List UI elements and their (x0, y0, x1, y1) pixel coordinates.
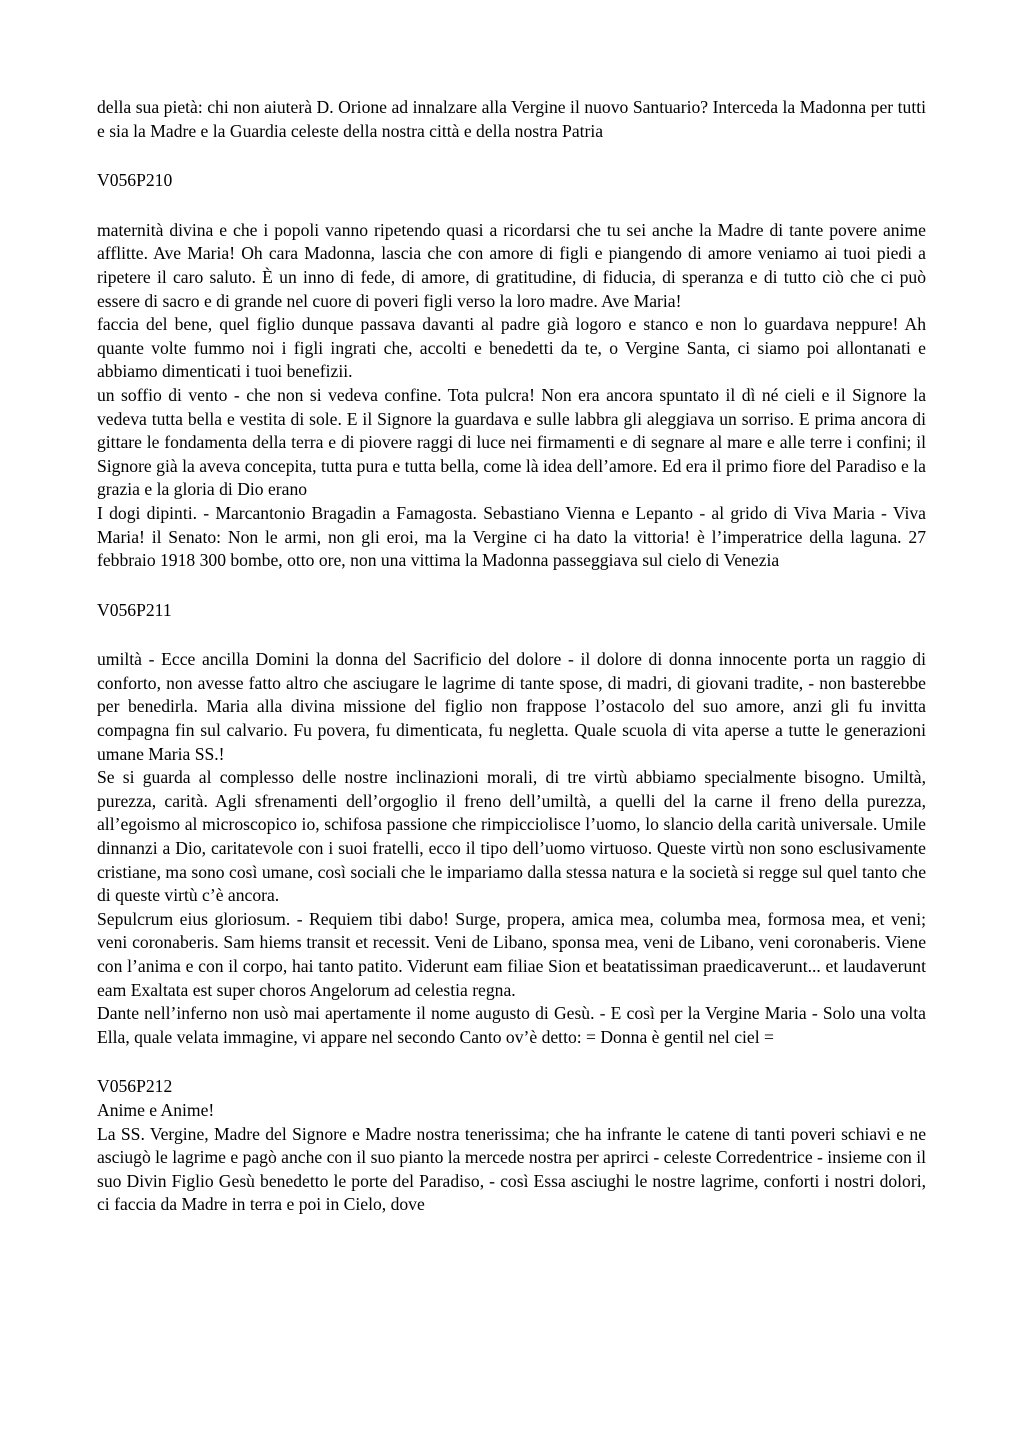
page-marker: V056P211 (97, 599, 172, 620)
paragraph: Anime e Anime! (97, 1099, 215, 1120)
paragraph: della sua pietà: chi non aiuterà D. Orione ad innalzare alla Vergine il nuovo Santuario? Interceda la Madonna per tutti e sia la Madre e la Guardia celeste della nostra città e della nostra Patria (97, 97, 926, 141)
page-marker: V056P212 (97, 1076, 173, 1097)
paragraph: Se si guarda al complesso delle nostre inclinazioni morali, di tre virtù abbiamo specialmente bisogno. Umiltà, purezza, carità. Agli sfrenamenti dell’orgoglio il freno dell’umiltà, a quelli del la carne il freno della purezza, all’egoismo al microscopico io, schifosa passione che rimpicciolisce l’uomo, lo slancio della carità universale. Umile dinnanzi a Dio, caritatevole con i suoi fratelli, ecco il tipo dell’uomo virtuoso. Queste virtù non sono esclusivamente cristiane, ma sono così umane, così sociali che le impariamo dalla stessa natura e la società si regge sul quel tanto che di queste virtù c’è ancora. (97, 767, 926, 906)
paragraph: I dogi dipinti. - Marcantonio Bragadin a Famagosta. Sebastiano Vienna e Lepanto - al grido di Viva Maria - Viva Maria! il Senato: Non le armi, non gli eroi, ma la Vergine ci ha dato la vittoria! è l’imperatrice della laguna. 27 febbraio 1918 300 bombe, otto ore, non una vittima la Madonna passeggiava sul cielo di Venezia (97, 502, 926, 571)
paragraph: umiltà - Ecce ancilla Domini la donna del Sacrificio del dolore - il dolore di donna innocente porta un raggio di conforto, non avesse fatto altro che asciugare le lagrime di tante spose, di madri, di giovani tradite, - non basterebbe per benedirla. Maria alla divina missione del figlio non frappose l’ostacolo del suo amore, anzi gli fu invitta compagna fin sul calvario. Fu povera, fu dimenticata, fu negletta. Quale scuola di vita aperse a tutte le generazioni umane Maria SS.! (97, 649, 926, 764)
page-marker: V056P210 (97, 170, 173, 191)
paragraph: faccia del bene, quel figlio dunque passava davanti al padre già logoro e stanco e non lo guardava neppure! Ah quante volte fummo noi i figli ingrati che, accolti e benedetti da te, o Vergine Santa, ci siamo poi allontanati e abbiamo dimenticati i tuoi benefizii. (97, 314, 926, 382)
paragraph: Dante nell’inferno non usò mai apertamente il nome augusto di Gesù. - E così per la Vergine Maria - Solo una volta Ella, quale velata immagine, vi appare nel secondo Canto ov’è detto: = Donna è gentil nel ciel = (97, 1003, 926, 1047)
paragraph: maternità divina e che i popoli vanno ripetendo quasi a ricordarsi che tu sei anche la Madre di tante povere anime afflitte. Ave Maria! Oh cara Madonna, lascia che con amore di figli e piangendo di amore veniamo ai tuoi piedi a ripetere il caro saluto. È un inno di fede, di amore, di gratitudine, di fiducia, di speranza e di tutto ciò che ci può essere di sacro e di grande nel cuore di poveri figli verso la loro madre. Ave Maria! (97, 219, 926, 311)
paragraph: Sepulcrum eius gloriosum. - Requiem tibi dabo! Surge, propera, amica mea, columba mea, formosa mea, et veni; veni coronaberis. Sam hiems transit et recessit. Veni de Libano, sponsa mea, veni de Libano, veni coronaberis. Viene con l’anima e con il corpo, hai tanto patito. Viderunt eam filiae Sion et beatatissiman praedicaverunt... et laudaverunt eam Exaltata est super choros Angelorum ad celestia regna. (97, 908, 926, 1000)
document-page (97, 96, 926, 1217)
paragraph: La SS. Vergine, Madre del Signore e Madre nostra tenerissima; che ha infrante le catene di tanti poveri schiavi e ne asciugò le lagrime e pagò anche con il suo pianto la mercede nostra per aprirci - celeste Corredentrice - insieme con il suo Divin Figlio Gesù benedetto le porte del Paradiso, - così Essa asciughi le nostre lagrime, conforti i nostri dolori, ci faccia da Madre in terra e poi in Cielo, dove (97, 1123, 927, 1215)
paragraph: un soffio di vento - che non si vedeva confine. Tota pulcra! Non era ancora spuntato il dì né cieli e il Signore la vedeva tutta bella e vestita di sole. E il Signore la guardava e sulle labbra gli aleggiava un sorriso. E prima ancora di gittare le fondamenta della terra e di piovere raggi di luce nei firmamenti e di segnare al mare e alle terre i confini; il Signore già la aveva concepita, tutta pura e tutta bella, come là idea dell’amore. Ed era il primo fiore del Paradiso e la grazia e la gloria di Dio erano (97, 384, 926, 500)
